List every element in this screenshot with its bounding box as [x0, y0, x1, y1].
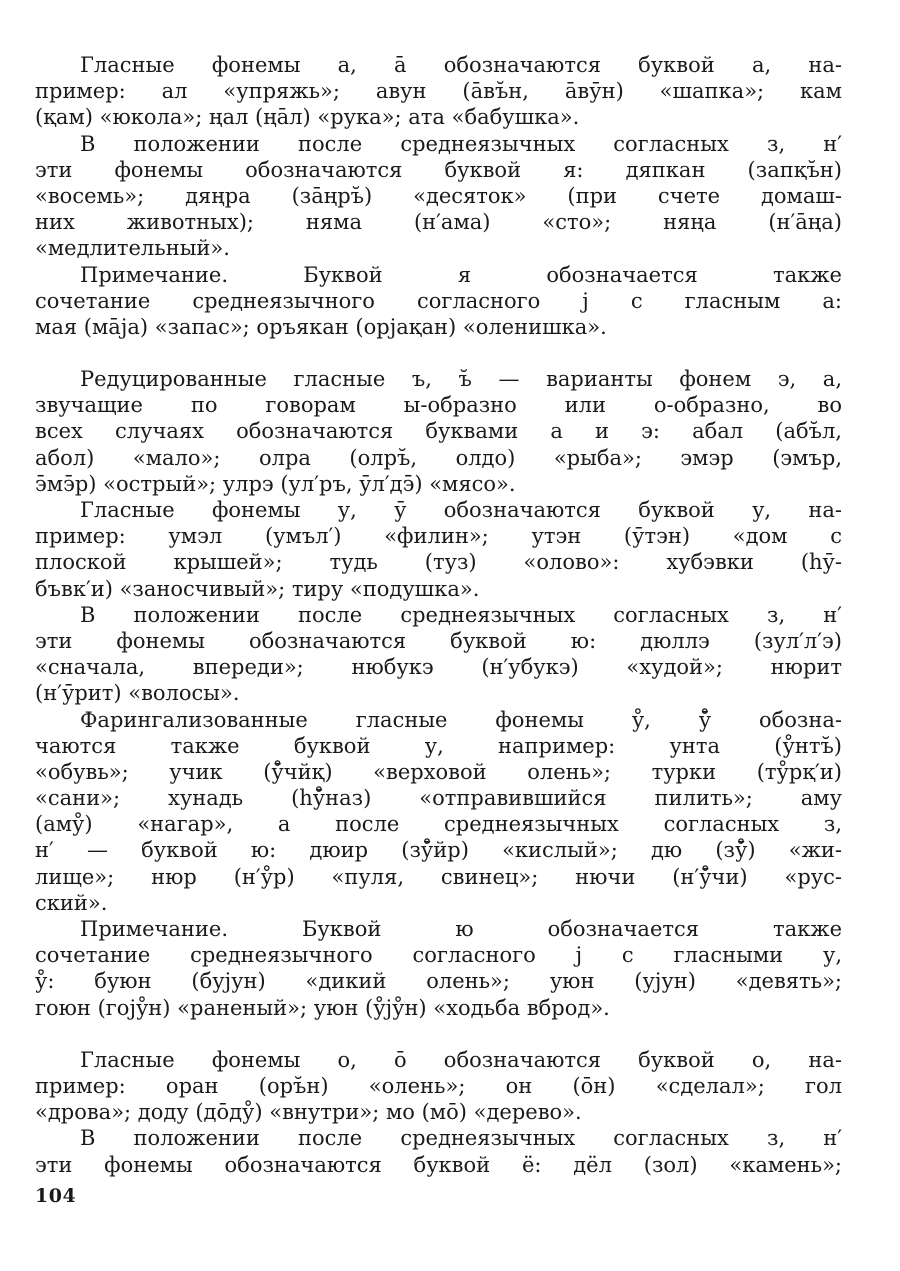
text-line: «обувь»; учик (у̊̄чйқ) «верховой олень»; турки (ту̊рқ′и) [35, 759, 842, 784]
text-line: гоюн (гоjу̊н) «раненый»; уюн (у̊jу̊н) «ходьба вброд». [35, 995, 610, 1020]
text-line: Примечание. Буквой я обозначается также [80, 262, 842, 287]
text-line: (қам) «юкола»; ңал (ңāл) «рука»; ата «бабушка». [35, 105, 580, 130]
paragraph [35, 602, 842, 707]
text-line: мая (мāја) «запас»; оръякан (орјақан) «оленишка». [35, 314, 607, 339]
text-line: (н′ӯрит) «волосы». [35, 681, 240, 706]
text-line: «сначала, впереди»; нюбукэ (н′убукэ) «худой»; нюрит [35, 655, 842, 680]
text-line: Гласные фонемы а, ā обозначаются буквой а, на- [80, 53, 842, 77]
text-line: «восемь»; дяңра (зāңръ̆) «десяток» (при счете домаш- [35, 183, 842, 208]
text-line: пример: умэл (умъл′) «филин»; утэн (ӯтэн) «дом с [35, 524, 842, 549]
text-line: э̄мэ̄р) «острый»; улрэ (ул′ръ, ӯл′дэ̄) «мясо». [35, 471, 516, 496]
section-gap [35, 340, 842, 366]
note-paragraph [35, 916, 842, 1021]
note-paragraph [35, 262, 842, 341]
text-line: н′ — буквой ю: дюир (зу̊̄йр) «кислый»; дю (зу̊̄) «жи- [35, 838, 842, 863]
text-line: В положении после среднеязычных согласных з, н′ [80, 602, 842, 627]
text-line: эти фонемы обозначаются буквой ё: дёл (зол) «камень»; [35, 1152, 842, 1177]
text-line: (аму̊) «нагар», а после среднеязычных согласных з, [35, 812, 842, 837]
text-line: эти фонемы обозначаются буквой ю: дюллэ (зул′л′э) [35, 628, 842, 653]
text-line: «дрова»; доду (дōду̊) «внутри»; мо (мō) «дерево». [35, 1100, 582, 1125]
text-line: пример: оран (оръ̆н) «олень»; он (ōн) «сделал»; гол [35, 1073, 842, 1098]
text-line: лище»; нюр (н′у̊р) «пуля, свинец»; нючи (н′у̊̄чи) «рус- [35, 864, 842, 889]
text-line: Фарингализованные гласные фонемы у̊, у̊̄ обозна- [80, 707, 842, 732]
text-line: ский». [35, 890, 108, 915]
text-line: всех случаях обозначаются буквами а и э: абал (абъ̆л, [35, 419, 842, 444]
text-line: звучащие по говорам ы-образно или о-образно, во [35, 393, 842, 418]
text-line: плоской крышей»; тудь (туз) «олово»: хубэвки (һӯ- [35, 550, 842, 575]
text-line: В положении после среднеязычных согласных з, н′ [80, 1126, 842, 1151]
section-gap [35, 1021, 842, 1047]
text-line: чаются также буквой у, например: унта (у̊нтъ̆) [35, 733, 842, 758]
paragraph [35, 131, 842, 262]
paragraph [35, 1125, 842, 1177]
text-line: бъвк′и) «заносчивый»; тиру «подушка». [35, 576, 480, 601]
text-line: «сани»; хунадь (һу̊̄наз) «отправившийся пилить»; аму [35, 786, 842, 811]
paragraph [35, 497, 842, 602]
text-line: сочетание среднеязычного согласного j с гласным а: [35, 288, 842, 313]
text-line: Редуцированные гласные ъ, ъ̆ — варианты фонем э, а, [80, 367, 842, 392]
text-line: абол) «мало»; олра (олръ̆, олдо) «рыба»; эмэр (эмър, [35, 445, 842, 470]
text-line: В положении после среднеязычных согласных з, н′ [80, 131, 842, 156]
text-line: Гласные фонемы о, ō обозначаются буквой о, на- [80, 1047, 842, 1072]
paragraph [35, 366, 842, 497]
paragraph [35, 1047, 842, 1126]
text-line: «медлительный». [35, 236, 230, 261]
page-number: 104 [35, 1185, 77, 1207]
text-line: эти фонемы обозначаются буквой я: дяпкан (запқъ̆н) [35, 157, 842, 182]
text-line: Примечание. Буквой ю обозначается также [80, 917, 842, 941]
paragraph [35, 707, 842, 917]
text-line: них животных); няма (н′ама) «сто»; няңа (н′āңа) [35, 210, 842, 235]
text-line: пример: ал «упряжь»; авун (āвъ̆н, āвӯн) «шапка»; кам [35, 79, 842, 104]
text-line: Гласные фонемы у, ӯ обозначаются буквой у, на- [80, 498, 842, 522]
text-line: у̊: буюн (буjун) «дикий олень»; уюн (уjун) «девять»; [35, 969, 842, 994]
text-line: сочетание среднеязычного согласного j с гласными у, [35, 943, 842, 968]
paragraph [35, 52, 842, 131]
